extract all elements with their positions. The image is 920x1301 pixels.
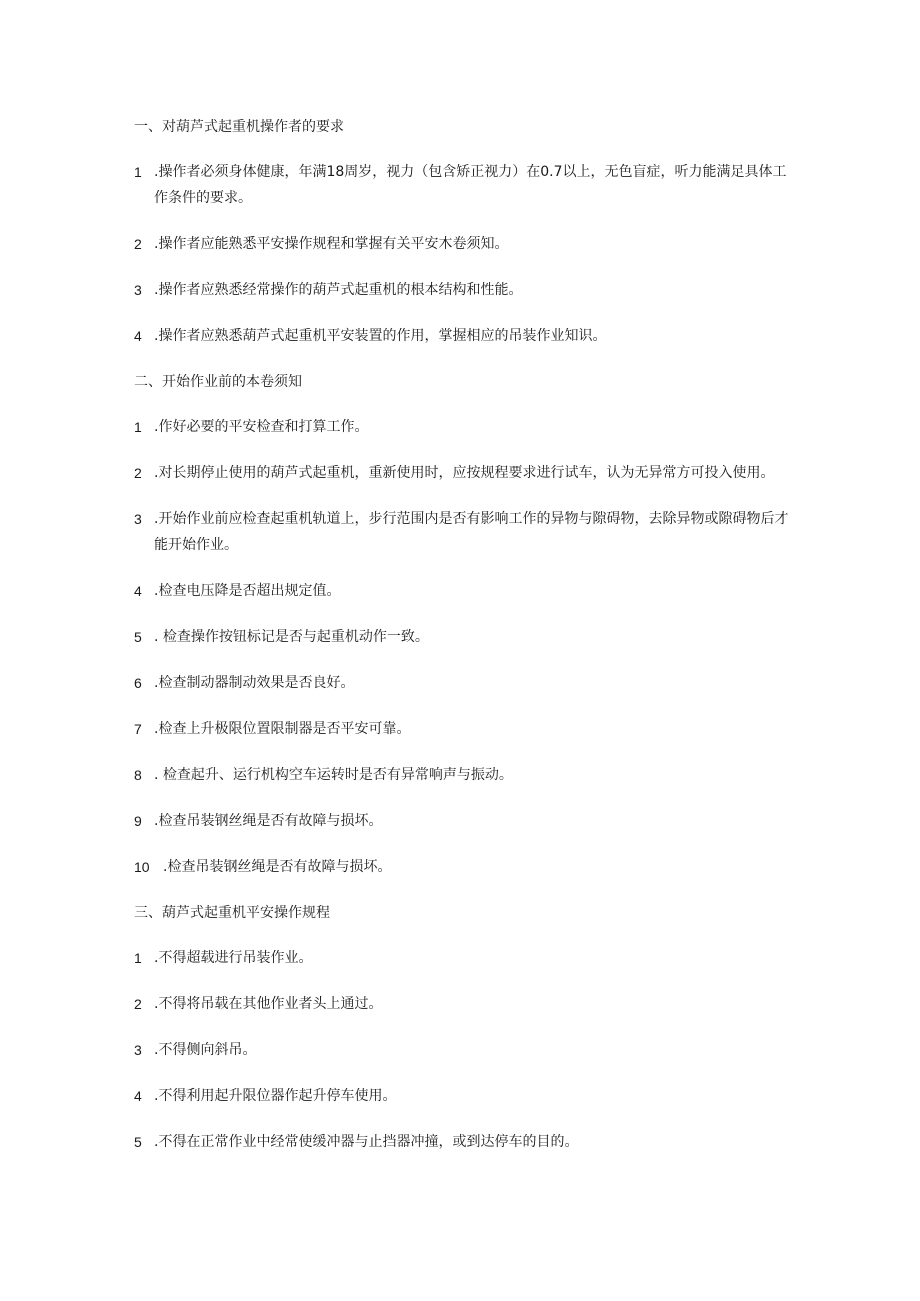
item-text: .不得利用起升限位器作起升停车使用。 <box>154 1088 397 1104</box>
item-number: 4 <box>134 583 142 599</box>
item-text: .检查电压降是否超出规定值。 <box>154 583 341 599</box>
list-item <box>134 991 800 1017</box>
item-text: .检查吊装钢丝绳是否有故障与损坏。 <box>163 859 392 875</box>
item-text: .操作者应能熟悉平安操作规程和掌握有关平安木卷须知。 <box>154 236 509 252</box>
item-number: 7 <box>134 721 142 737</box>
item-number: 3 <box>134 282 142 298</box>
item-text: .对长期停止使用的葫芦式起重机，重新使用时，应按规程要求进行试车，认为无异常方可投入使用。 <box>154 465 775 481</box>
list-item <box>134 506 800 558</box>
item-text: .操作者必须身体健康，年满18周岁，视力（包含矫正视力）在0.7以上，无色盲症，听力能满足具体工作条件的要求。 <box>154 164 787 206</box>
list-item <box>134 231 800 257</box>
section-heading: 一、对葫芦式起重机操作者的要求 <box>134 119 344 135</box>
item-number: 3 <box>134 1042 142 1058</box>
list-item <box>134 1037 800 1063</box>
item-text: .开始作业前应检查起重机轨道上，步行范围内是否有影响工作的异物与隙碍物，去除异物或隙碍物后才能开始作业。 <box>154 511 789 553</box>
item-number: 1 <box>134 419 142 435</box>
section-safety-rules <box>134 900 800 1155</box>
item-number: 1 <box>134 950 142 966</box>
list-item <box>134 854 800 880</box>
item-number: 5 <box>134 629 142 645</box>
list-item <box>134 624 800 650</box>
item-text: . 检查操作按钮标记是否与起重机动作一致。 <box>154 629 429 645</box>
item-text: .不得侧向斜吊。 <box>154 1042 257 1058</box>
list-item <box>134 323 800 349</box>
item-number: 8 <box>134 767 142 783</box>
list-item <box>134 414 800 440</box>
item-number: 5 <box>134 1134 142 1150</box>
item-text: . 检查起升、运行机构空车运转时是否有异常响声与振动。 <box>154 767 513 783</box>
item-number: 6 <box>134 675 142 691</box>
item-number: 2 <box>134 996 142 1012</box>
item-text: .检查上升极限位置限制器是否平安可靠。 <box>154 721 411 737</box>
list-item <box>134 945 800 971</box>
item-number: 3 <box>134 511 142 527</box>
list-item <box>134 762 800 788</box>
item-number: 2 <box>134 465 142 481</box>
item-text: .不得在正常作业中经常使缓冲器与止挡器冲撞，或到达停车的目的。 <box>154 1134 579 1150</box>
item-number: 2 <box>134 236 142 252</box>
list-item <box>134 1083 800 1109</box>
list-item <box>134 277 800 303</box>
item-text: .不得将吊载在其他作业者头上通过。 <box>154 996 383 1012</box>
item-number: 1 <box>134 164 142 180</box>
item-number: 10 <box>134 859 150 875</box>
list-item <box>134 460 800 486</box>
section-operator-requirements <box>134 114 800 349</box>
item-text: .作好必要的平安检查和打算工作。 <box>154 419 369 435</box>
item-number: 9 <box>134 813 142 829</box>
list-item <box>134 1129 800 1155</box>
item-number: 4 <box>134 1088 142 1104</box>
list-item <box>134 808 800 834</box>
item-text: .操作者应熟悉经常操作的葫芦式起重机的根本结构和性能。 <box>154 282 523 298</box>
item-text: .不得超载进行吊装作业。 <box>154 950 313 966</box>
section-heading: 二、开始作业前的本卷须知 <box>134 374 302 390</box>
section-pre-work-notes <box>134 369 800 880</box>
item-text: .操作者应熟悉葫芦式起重机平安装置的作用，掌握相应的吊装作业知识。 <box>154 328 607 344</box>
item-text: .检查吊装钢丝绳是否有故障与损坏。 <box>154 813 383 829</box>
item-number: 4 <box>134 328 142 344</box>
list-item <box>134 716 800 742</box>
item-text: .检查制动器制动效果是否良好。 <box>154 675 355 691</box>
list-item <box>134 670 800 696</box>
section-heading: 三、葫芦式起重机平安操作规程 <box>134 905 330 921</box>
list-item <box>134 159 800 211</box>
list-item <box>134 578 800 604</box>
